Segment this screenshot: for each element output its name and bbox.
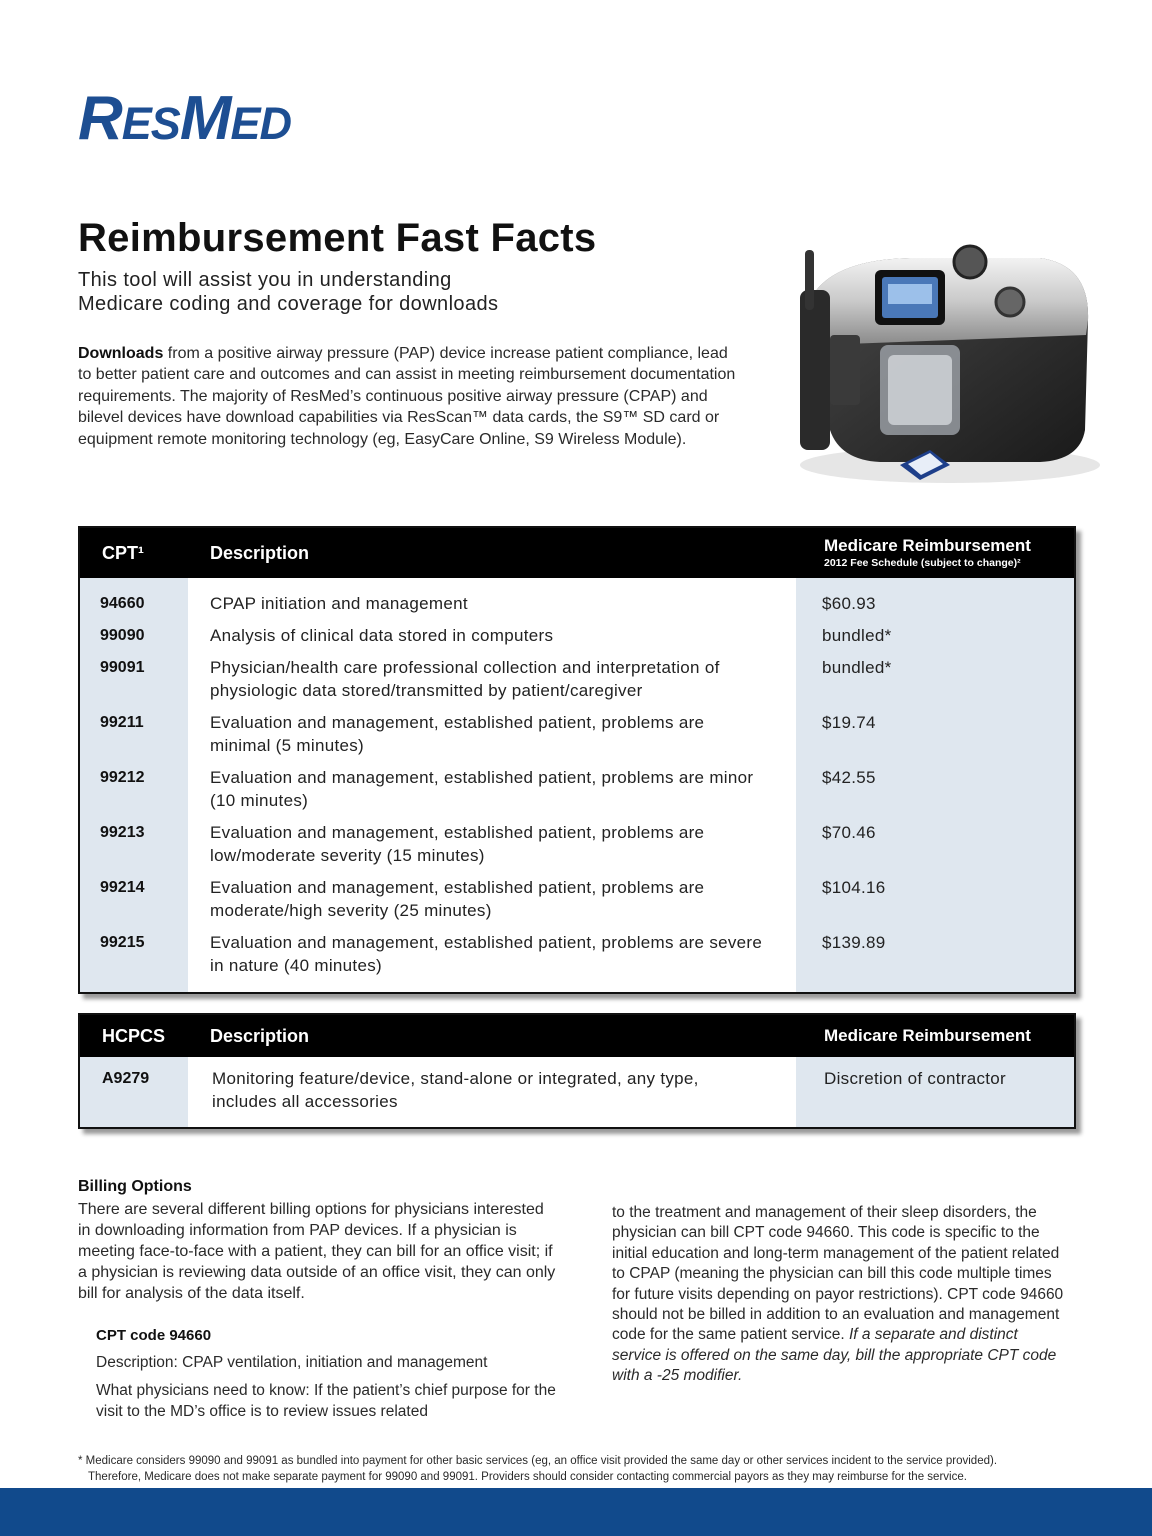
table-row: 99214 Evaluation and management, established patient, problems are moderate/high severity (25 minutes) $104.16 [100,878,886,920]
cpt-code-description: Description: CPAP ventilation, initiation and management [96,1354,488,1371]
table-row: 99090 Analysis of clinical data stored in computers bundled* [100,626,892,645]
resmed-logo: RESMED [78,84,291,153]
header-reimbursement: Medicare Reimbursement [824,1026,1031,1045]
cpap-device-image [770,240,1100,510]
footnote: * Medicare considers 99090 and 99091 as bundled into payment for other basic services (eg, an office visit provided the same day or other services incident to the service provided). Therefore, Medicare does not make separate payment for 99090 and 99091. Providers should consider contacting commercial payors as they may reimburse for the service. [78,1455,998,1483]
header-hcpcs: HCPCS [102,1025,166,1046]
header-cpt: CPT¹ [102,542,144,563]
page-subtitle: This tool will assist you in understanding Medicare coding and coverage for downloads [78,269,499,315]
header-description: Description [210,1025,310,1046]
hcpcs-table [78,1013,1076,1129]
table-row: 99211 Evaluation and management, established patient, problems are minimal (5 minutes) $19.74 [100,713,876,755]
cpt-table-header [80,528,1074,578]
table-row: 99213 Evaluation and management, established patient, problems are low/moderate severity (15 minutes) $70.46 [100,823,876,865]
table-row: 99215 Evaluation and management, established patient, problems are severe in nature (40 minutes) $139.89 [100,933,886,975]
cpt-code-heading: CPT code 94660 [96,1327,212,1344]
table-row: 94660 CPAP initiation and management $60.93 [100,594,876,613]
billing-heading: Billing Options [78,1178,192,1195]
hcpcs-table-header [80,1015,1074,1057]
cpt-table [78,526,1076,994]
footer-bar [0,1488,1152,1536]
header-description: Description [210,542,310,563]
billing-right-column: to the treatment and management of their sleep disorders, the physician can bill CPT code 94660. This code is specific to the initial education and long-term management of the patient related to CPAP (meaning the physician can bill this code multiple times for future visits depending on payor restrictions). CPT code 94660 should not be billed in addition to an evaluation and management code for the same patient service. If a separate and distinct service is offered on the same day, bill the appropriate CPT code with a -25 modifier. [612,1204,1064,1385]
intro-paragraph: Downloads from a positive airway pressure (PAP) device increase patient compliance, lead to better patient care and outcomes and can assist in meeting reimbursement documentation requirements. The majority of ResMed’s continuous positive airway pressure (CPAP) and bilevel devices have download capabilities via ResScan™ data cards, the S9™ SD card or equipment remote monitoring technology (eg, EasyCare Online, S9 Wireless Module). [78,345,736,448]
table-row: 99212 Evaluation and management, established patient, problems are minor (10 minutes) $42.55 [100,768,876,810]
table-row: A9279 Monitoring feature/device, stand-alone or integrated, any type, includes all accessories Discretion of contractor [102,1069,1006,1111]
header-reimbursement: Medicare Reimbursement 2012 Fee Schedule (subject to change)² [824,536,1031,569]
table-row: 99091 Physician/health care professional collection and interpretation of physiologic data stored/transmitted by patient/caregiver bundled* [100,658,892,700]
cpt-code-what-to-know: What physicians need to know: If the patient’s chief purpose for the visit to the MD’s office is to review issues related [96,1382,556,1420]
billing-paragraph: There are several different billing options for physicians interested in downloading information from PAP devices. If a physician is meeting face-to-face with a patient, they can bill for an office visit; if a physician is reviewing data outside of an office visit, they can only bill for analysis of the data itself. [78,1201,556,1302]
page-title: Reimbursement Fast Facts [78,216,597,260]
